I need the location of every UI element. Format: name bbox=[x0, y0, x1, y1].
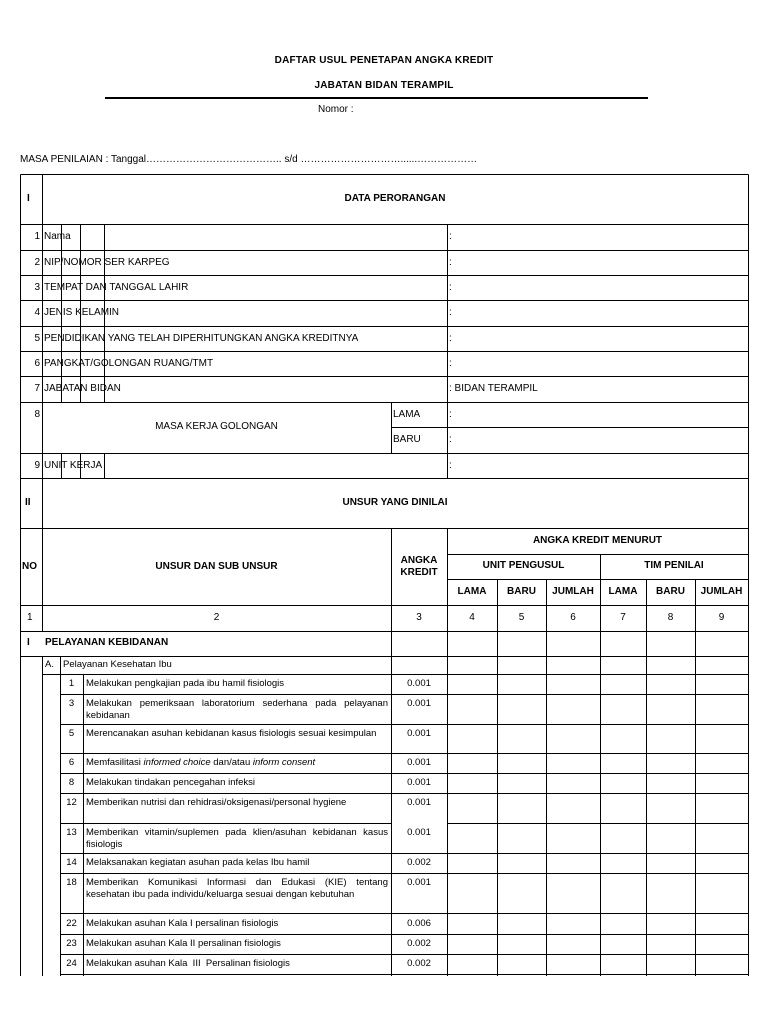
item-angka-kredit: 0.001 bbox=[407, 728, 431, 739]
col-number: 3 bbox=[416, 612, 422, 623]
item-number: 1 bbox=[68, 678, 75, 689]
item-text: Melakukan asuhan Kala II persalinan fisiologis bbox=[86, 938, 281, 949]
item-text-part: dan/atau bbox=[210, 757, 253, 768]
item-number: 3 bbox=[68, 698, 75, 709]
col-header-no: NO bbox=[22, 561, 37, 572]
item-text: Melakukan pemeriksaan laboratorium sederhana pada pelayanan kebidanan bbox=[86, 698, 388, 721]
nomor-label: Nomor : bbox=[318, 104, 354, 115]
item-number: 18 bbox=[66, 877, 77, 888]
field-label-pendidikan: PENDIDIKAN YANG TELAH DIPERHITUNGKAN ANGKA KREDITNYA bbox=[44, 333, 359, 344]
assessment-period: MASA PENILAIAN : Tanggal………………………………….. s/d …………………………......……………… bbox=[20, 154, 478, 165]
row-number: 3 bbox=[34, 282, 40, 293]
field-label-ttl: TEMPAT DAN TANGGAL LAHIR bbox=[44, 282, 189, 293]
col-header-lama: LAMA bbox=[608, 586, 638, 597]
col-header-jumlah: JUMLAH bbox=[552, 586, 594, 597]
field-value-pendidikan[interactable]: : bbox=[449, 333, 452, 344]
col-number: 9 bbox=[718, 612, 725, 623]
item-angka-kredit: 0.001 bbox=[407, 678, 431, 689]
item-text: Memberikan Komunikasi Informasi dan Edukasi (KIE) tentang kesehatan ibu pada individu/keluarga sesuai dengan kebutuhan bbox=[86, 877, 388, 900]
field-value-masa-lama[interactable]: : bbox=[449, 409, 452, 420]
item-angka-kredit: 0.002 bbox=[407, 857, 431, 868]
field-value-masa-baru[interactable]: : bbox=[449, 434, 452, 445]
col-number: 7 bbox=[620, 612, 626, 623]
field-label-masa-kerja: MASA KERJA GOLONGAN bbox=[155, 421, 278, 432]
col-header-jumlah: JUMLAH bbox=[700, 586, 743, 597]
item-number: 24 bbox=[66, 958, 77, 969]
item-text bbox=[86, 757, 315, 769]
col-number: 4 bbox=[469, 612, 475, 623]
item-text: Melaksanakan kegiatan asuhan pada kelas Ibu hamil bbox=[86, 857, 310, 868]
col-header-unsur: UNSUR DAN SUB UNSUR bbox=[155, 561, 278, 572]
item-angka-kredit: 0.001 bbox=[407, 797, 431, 808]
item-number: 6 bbox=[68, 757, 75, 768]
field-label-jenis-kelamin: JENIS KELAMIN bbox=[44, 307, 120, 318]
item-angka-kredit: 0.002 bbox=[407, 938, 431, 949]
section-number: II bbox=[25, 497, 31, 508]
item-number: 23 bbox=[66, 938, 77, 949]
col-number: 5 bbox=[518, 612, 525, 623]
field-value-ttl[interactable]: : bbox=[449, 282, 452, 293]
field-label-pangkat: PANGKAT/GOLONGAN RUANG/TMT bbox=[44, 358, 214, 369]
field-value-jabatan[interactable]: : BIDAN TERAMPIL bbox=[449, 383, 538, 394]
col-header-lama: LAMA bbox=[457, 586, 487, 597]
field-value-nip[interactable]: : bbox=[449, 257, 452, 268]
col-number: 6 bbox=[570, 612, 576, 623]
row-number: 5 bbox=[34, 333, 40, 344]
field-label-nama: Nama bbox=[44, 231, 71, 242]
row-number: 6 bbox=[34, 358, 40, 369]
item-number: 8 bbox=[68, 777, 75, 788]
subgroup-letter: A. bbox=[45, 659, 54, 670]
col-header-baru: BARU bbox=[507, 586, 536, 597]
item-number: 14 bbox=[66, 857, 77, 868]
row-number: 2 bbox=[34, 257, 40, 268]
item-text: Merencanakan asuhan kebidanan kasus fisiologis sesuai kesimpulan bbox=[86, 728, 377, 739]
item-angka-kredit: 0.001 bbox=[407, 757, 431, 768]
field-value-jenis-kelamin[interactable]: : bbox=[449, 307, 452, 318]
col-header-unit-pengusul: UNIT PENGUSUL bbox=[482, 560, 565, 571]
row-number: 8 bbox=[34, 409, 40, 420]
group-number: I bbox=[27, 637, 30, 648]
item-text: Melakukan pengkajian pada ibu hamil fisiologis bbox=[86, 678, 285, 689]
col-header-angka-menurut: ANGKA KREDIT MENURUT bbox=[532, 535, 663, 546]
item-angka-kredit: 0.001 bbox=[407, 877, 431, 888]
section-title: UNSUR YANG DINILAI bbox=[342, 497, 448, 508]
col-number: 8 bbox=[667, 612, 674, 623]
col-number: 1 bbox=[27, 612, 33, 623]
item-text: Memberikan vitamin/suplemen pada klien/asuhan kebidanan kasus fisiologis bbox=[86, 827, 388, 850]
item-angka-kredit: 0.006 bbox=[407, 918, 431, 929]
section-title: DATA PERORANGAN bbox=[344, 193, 446, 204]
col-header-tim-penilai: TIM PENILAI bbox=[644, 560, 704, 571]
col-header-angka-kredit: ANGKA KREDIT bbox=[400, 555, 438, 578]
item-text-part: Memfasilitasi bbox=[86, 757, 144, 768]
item-angka-kredit: 0.001 bbox=[407, 777, 431, 788]
item-text-italic: informed choice bbox=[143, 757, 211, 768]
row-number: 1 bbox=[34, 231, 40, 242]
field-label-jabatan: JABATAN BIDAN bbox=[44, 383, 121, 394]
item-angka-kredit: 0.001 bbox=[407, 698, 431, 709]
field-value-pangkat[interactable]: : bbox=[449, 358, 452, 369]
item-text: Memberikan nutrisi dan rehidrasi/oksigenasi/personal hygiene bbox=[86, 797, 347, 808]
item-number: 22 bbox=[66, 918, 77, 929]
section-number: I bbox=[27, 193, 30, 204]
form-title: DAFTAR USUL PENETAPAN ANGKA KREDIT bbox=[274, 55, 494, 66]
item-angka-kredit: 0.002 bbox=[407, 958, 431, 969]
masa-kerja-baru-label: BARU bbox=[393, 434, 421, 445]
item-text-italic: inform consent bbox=[252, 757, 316, 768]
form-subtitle: JABATAN BIDAN TERAMPIL bbox=[314, 80, 454, 91]
field-label-nip: NIP/NOMOR SER KARPEG bbox=[44, 257, 170, 268]
item-angka-kredit: 0.001 bbox=[407, 827, 431, 838]
group-title: PELAYANAN KEBIDANAN bbox=[45, 637, 169, 648]
item-text: Melakukan asuhan Kala I persalinan fisiologis bbox=[86, 918, 279, 929]
col-header-baru: BARU bbox=[656, 586, 685, 597]
item-text: Melakukan tindakan pencegahan infeksi bbox=[86, 777, 256, 788]
field-value-nama[interactable]: : bbox=[449, 231, 452, 242]
subgroup-title: Pelayanan Kesehatan Ibu bbox=[63, 659, 172, 670]
item-number: 5 bbox=[68, 728, 75, 739]
col-number: 2 bbox=[213, 612, 220, 623]
item-text: Melakukan asuhan Kala III Persalinan fisiologis bbox=[86, 958, 290, 969]
masa-kerja-lama-label: LAMA bbox=[393, 409, 421, 420]
row-number: 4 bbox=[34, 307, 40, 318]
field-label-unit-kerja: UNIT KERJA bbox=[44, 460, 103, 471]
item-number: 13 bbox=[66, 827, 77, 838]
item-number: 12 bbox=[66, 797, 77, 808]
field-value-unit-kerja[interactable]: : bbox=[449, 460, 452, 471]
row-number: 7 bbox=[34, 383, 40, 394]
row-number: 9 bbox=[34, 460, 40, 471]
